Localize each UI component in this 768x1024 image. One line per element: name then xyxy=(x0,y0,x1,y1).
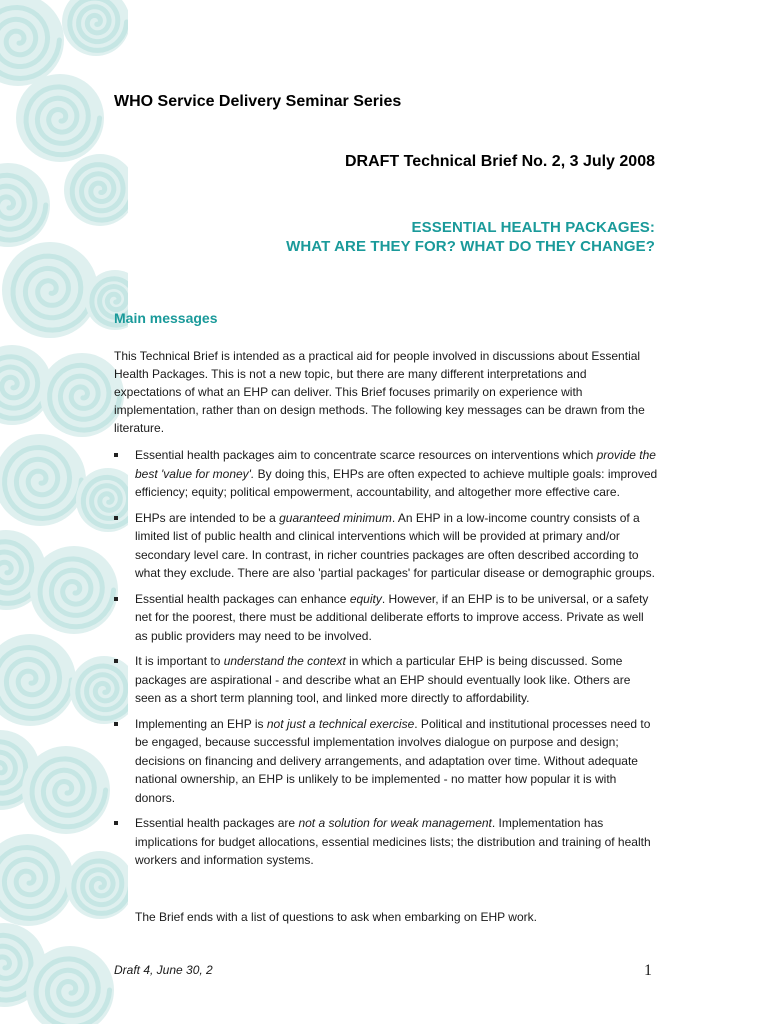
key-message-item xyxy=(114,446,659,502)
closing-sentence: The Brief ends with a list of questions to ask when embarking on EHP work. xyxy=(135,910,537,924)
key-message-item xyxy=(114,715,659,808)
main-title-line2: WHAT ARE THEY FOR? WHAT DO THEY CHANGE? xyxy=(286,238,655,255)
key-message-text: . An EHP in a low-income country consists of a limited list of public health and clinical interventions which will be provided at primary and/or secondary level care. In contrast, in richer countries packages are often described according to what they exclude. There are also 'partial packages' for particular disease or demographic groups. xyxy=(135,510,655,580)
bullet-marker xyxy=(114,516,118,520)
key-message-item xyxy=(114,509,659,583)
bullet-marker xyxy=(114,453,118,457)
key-message-emphasis: equity xyxy=(349,591,382,606)
key-message-text: . Political and institutional processes need to be engaged, because successful implementation involves dialogue on purpose and design; decisions on financing and delivery arrangements, and adaptation over time. Without adequate national ownership, an EHP is unlikely to be implemented - no matter how popular it is with donors. xyxy=(135,716,651,805)
key-message-text: Implementing an EHP is xyxy=(135,716,267,731)
bullet-marker xyxy=(114,821,118,825)
intro-paragraph: This Technical Brief is intended as a practical aid for people involved in discussions about Essential Health Packages. This is not a new topic, but there are many different interpretations and expectations of what an EHP can deliver. This Brief focuses primarily on experience with implementation, rather than on design methods. The following key messages can be drawn from the literature. xyxy=(114,349,645,435)
key-messages-list xyxy=(114,446,659,877)
key-message-text: By doing this, EHPs are often expected to achieve multiple goals: improved efficiency; equity; political empowerment, accountability, and altogether more effective care. xyxy=(135,466,658,499)
key-message-emphasis: guaranteed minimum xyxy=(279,510,392,525)
key-message-text: It is important to xyxy=(135,654,224,668)
key-message-text: . Implementation has implications for budget allocations, essential medicines lists; the distribution and training of health workers and information systems. xyxy=(135,816,651,867)
bullet-marker xyxy=(114,722,118,726)
footer-draft-note: Draft 4, June 30, 2 xyxy=(114,963,213,977)
key-message-emphasis: provide the best 'value for money'. xyxy=(135,448,656,481)
key-message-emphasis: understand the context xyxy=(223,654,346,668)
key-message-text: Essential health packages are xyxy=(135,816,299,830)
bullet-marker xyxy=(114,597,118,601)
main-title-line1: ESSENTIAL HEALTH PACKAGES: xyxy=(411,219,655,236)
main-title xyxy=(286,218,655,256)
key-message-item xyxy=(114,652,659,708)
section-heading: Main messages xyxy=(114,310,218,326)
bullet-marker xyxy=(114,659,118,663)
key-message-text: in which a particular EHP is being discussed. Some packages are aspirational - and describe what an EHP should eventually look like. Others are seen as a short term planning tool, and linked more directly to affordability. xyxy=(135,654,631,705)
key-message-emphasis: not just a technical exercise xyxy=(266,716,415,731)
key-message-emphasis: not a solution for weak management xyxy=(298,816,492,830)
key-message-item xyxy=(114,814,659,870)
key-message-text: Essential health packages can enhance xyxy=(135,591,350,606)
key-message-text: EHPs are intended to be a xyxy=(135,510,280,525)
series-title: WHO Service Delivery Seminar Series xyxy=(114,93,402,110)
key-message-text: Essential health packages aim to concentrate scarce resources on interventions which xyxy=(135,448,597,462)
page-number: 1 xyxy=(644,962,652,979)
key-message-text: . However, if an EHP is to be universal, or a safety net for the poorest, there must be additional deliberate efforts to improve access. Private as well as public providers may need to be involved. xyxy=(135,591,649,643)
key-message-item xyxy=(114,590,659,646)
brief-title: DRAFT Technical Brief No. 2, 3 July 2008 xyxy=(344,153,655,170)
